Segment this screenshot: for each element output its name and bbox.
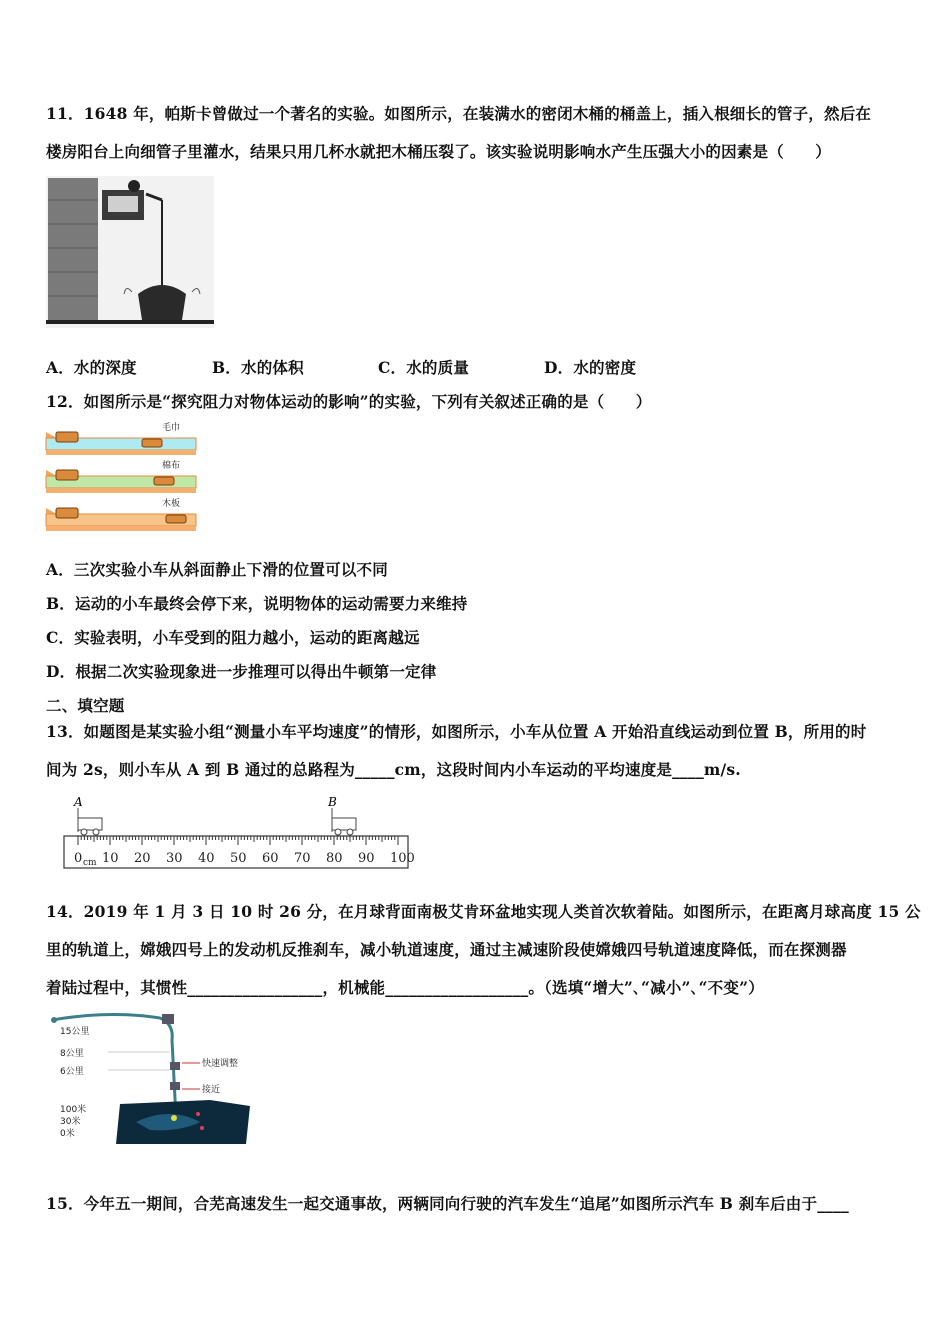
q12-option-a[interactable]: A．三次实验小车从斜面静止下滑的位置可以不同 [46, 560, 388, 579]
cart-b [332, 818, 356, 835]
label-a: A [74, 795, 83, 809]
wood-setup [46, 497, 196, 531]
q14-stem-line1: 14．2019 年 1 月 3 日 10 时 26 分，在月球背面南极艾肯环盆地实现人类首次软着陆。如图所示，在距离月球高度 15 公 [46, 902, 921, 921]
ruler-unit: cm [83, 858, 97, 868]
q11-option-c[interactable]: C．水的质量 [378, 358, 470, 377]
q11-option-a[interactable]: A．水的深度 [46, 358, 137, 377]
q15-stem-line1: 15．今年五一期间，合芜高速发生一起交通事故，两辆同向行驶的汽车发生“追尾”如图所示汽车 B 刹车后由于____ [46, 1194, 849, 1213]
stage-approach: 接近 [202, 1085, 221, 1095]
lander-top [162, 1014, 174, 1024]
ruler-tick-label: 100 [390, 851, 415, 866]
q12-option-b[interactable]: B．运动的小车最终会停下来，说明物体的运动需要力来维持 [46, 594, 468, 613]
surface-label-towel: 毛巾 [162, 423, 181, 433]
barrel [138, 285, 186, 320]
surface-label-cotton: 棉布 [162, 461, 181, 471]
surface-label-wood: 木板 [162, 499, 181, 509]
q13-stem-line1: 13．如题图是某实验小组“测量小车平均速度”的情形，如图所示，小车从位置 A 开始沿直线运动到位置 B，所用的时 [46, 722, 867, 741]
q13-stem-line2: 间为 2s，则小车从 A 到 B 通过的总路程为_____cm，这段时间内小车运动的平均速度是____m/s. [46, 760, 741, 779]
person-head [128, 180, 140, 192]
height-15km: 15公里 [60, 1027, 90, 1037]
q12-stem: 12．如图所示是“探究阻力对物体运动的影响”的实验，下列有关叙述正确的是（ ） [46, 392, 652, 411]
ruler-tick-label: 60 [262, 851, 279, 866]
q11-option-d[interactable]: D．水的密度 [544, 358, 637, 377]
q11-stem-line1: 11．1648 年，帕斯卡曾做过一个著名的实验。如图所示，在装满水的密闭木桶的桶盖上，插入根细长的管子，然后在 [46, 104, 872, 123]
ruler-tick-label: 70 [294, 851, 311, 866]
ruler-tick-label: 0 [74, 851, 83, 866]
height-0m: 0米 [60, 1129, 75, 1139]
ruler-tick-label: 90 [358, 851, 375, 866]
ruler-tick-label: 30 [166, 851, 183, 866]
ruler-figure [60, 792, 415, 872]
height-30m: 30米 [60, 1117, 81, 1127]
towel-setup [46, 421, 196, 455]
section-heading: 二、填空题 [46, 696, 125, 715]
label-b: B [328, 795, 337, 809]
q12-option-c[interactable]: C．实验表明，小车受到的阻力越小，运动的距离越远 [46, 628, 420, 647]
friction-experiment-figure [46, 420, 202, 534]
q14-stem-line3: 着陆过程中，其惯性_________________，机械能__________________。（选填“增大”､“减小”､“不变”） [46, 978, 764, 997]
ruler-tick-label: 80 [326, 851, 343, 866]
ruler-tick-label: 40 [198, 851, 215, 866]
q11-stem-line2: 楼房阳台上向细管子里灌水，结果只用几杯水就把木桶压裂了。该实验说明影响水产生压强大小的因素是（ ） [46, 142, 832, 161]
height-100m: 100米 [60, 1105, 87, 1115]
ruler-tick-label: 20 [134, 851, 151, 866]
ruler-tick-label: 50 [230, 851, 247, 866]
cart-a [78, 818, 102, 835]
cotton-setup [46, 459, 196, 493]
q11-options [46, 356, 710, 378]
pascal-barrel-figure [46, 176, 214, 328]
q12-option-d[interactable]: D．根据二次实验现象进一步推理可以得出牛顿第一定律 [46, 662, 437, 681]
height-8km: 8公里 [60, 1049, 84, 1059]
q14-stem-line2: 里的轨道上，嫦娥四号上的发动机反推刹车，减小轨道速度，通过主减速阶段使嫦娥四号轨道速度降低，而在探测器 [46, 940, 847, 959]
height-6km: 6公里 [60, 1067, 84, 1077]
stage-fast-adjust: 快速调整 [202, 1059, 239, 1069]
lunar-landing-figure [50, 1010, 260, 1146]
q11-option-b[interactable]: B．水的体积 [212, 358, 304, 377]
ruler-tick-label: 10 [102, 851, 119, 866]
